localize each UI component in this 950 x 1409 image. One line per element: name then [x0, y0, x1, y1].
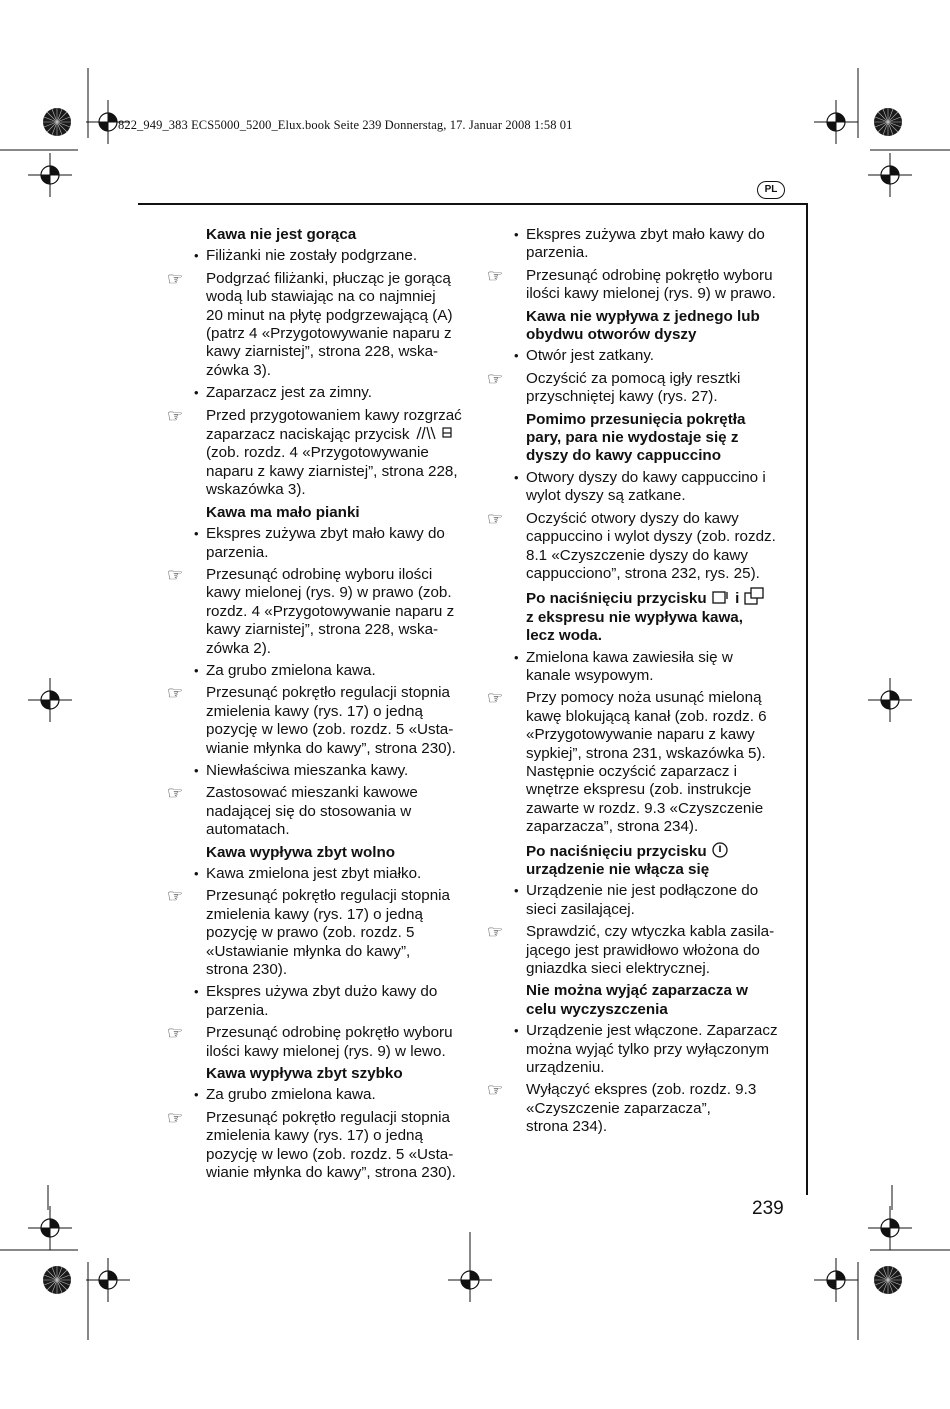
top-rule: [138, 203, 808, 205]
instruction-item: [487, 508, 802, 584]
text-line: Kawa wypływa zbyt wolno: [206, 843, 396, 861]
text-line: Za grubo zmielona kawa.: [206, 1086, 376, 1104]
text-line: pozycję w prawo (zob. rozdz. 5: [206, 924, 415, 942]
cause-item: [172, 865, 472, 883]
instruction-item: [167, 683, 472, 758]
text-line: zmielenia kawy (rys. 17) o jedną: [206, 702, 423, 720]
text-line: Kawa ma mało pianki: [206, 503, 360, 521]
instruction-item: [167, 405, 472, 500]
text-line: «Ustawianie młynka do kawy”,: [206, 942, 411, 960]
text-line: Następnie oczyścić zaparzacz i: [526, 762, 738, 780]
text-line: ilości kawy mielonej (rys. 9) w prawo.: [526, 285, 776, 303]
cause-item: [492, 1022, 802, 1077]
section-heading: [172, 1065, 472, 1083]
text-line: wodą lub stawiając na co najmniej: [206, 288, 436, 306]
text-line: Przesunąć odrobinę wyboru ilości: [206, 565, 433, 583]
text-line: sieci zasilającej.: [526, 900, 635, 918]
steam-button-icon: [414, 425, 454, 441]
instruction-item: [167, 1107, 472, 1183]
text-line: automatach.: [206, 821, 290, 839]
cause-item: [172, 983, 472, 1020]
text-line: Nie można wyjąć zaparzacza w: [526, 982, 748, 1000]
pointing-hand-icon: ☞: [167, 564, 184, 585]
text-line: obydwu otworów dyszy: [526, 326, 697, 344]
text-line: Ekspres zużywa zbyt mało kawy do: [206, 525, 445, 543]
pointing-hand-icon: ☞: [487, 368, 504, 389]
heading-connector: i: [735, 590, 740, 608]
text-line: 8.1 «Czyszczenie dyszy do kawy: [526, 546, 748, 564]
cause-item: [172, 662, 472, 680]
text-line: dyszy do kawy cappuccino: [526, 447, 721, 465]
text-line: lecz woda.: [526, 627, 602, 645]
text-line: celu wyczyszczenia: [526, 1000, 668, 1018]
text-line: (zob. rozdz. 4 «Przygotowywanie: [206, 444, 429, 462]
text-line: Po naciśnięciu przycisku: [526, 842, 707, 860]
text-line: cappucciono”, strona 232, rys. 25).: [526, 564, 760, 582]
text-line: Kawa nie jest gorąca: [206, 226, 357, 243]
text-line: Pomimo przesunięcia pokrętła: [526, 410, 746, 428]
text-line: wylot dyszy są zatkane.: [526, 487, 686, 505]
text-line: urządzeniu.: [526, 1059, 605, 1077]
one-cup-button-icon: [711, 589, 731, 605]
text-line: Urządzenie nie jest podłączone do: [526, 882, 759, 900]
section-heading: [492, 587, 802, 645]
right-column: [487, 226, 802, 1141]
pointing-hand-icon: ☞: [487, 508, 504, 529]
text-line: wskazówka 3).: [206, 481, 306, 499]
text-line: Niewłaściwa mieszanka kawy.: [206, 761, 409, 779]
instruction-item: [167, 564, 472, 658]
text-line: kawy ziarnistej”, strona 228, wska-: [206, 621, 439, 639]
pointing-hand-icon: ☞: [167, 783, 184, 804]
cause-item: [492, 469, 802, 506]
text-line: 20 minut na płytę podgrzewającą (A): [206, 306, 453, 324]
section-heading: [172, 504, 472, 522]
cause-item: [172, 525, 472, 562]
text-line: wianie młynka do kawy”, strona 230).: [206, 739, 456, 757]
cause-item: [172, 1086, 472, 1104]
instruction-item: [167, 886, 472, 979]
text-line: rozdz. 4 «Przygotowywanie naparu z: [206, 602, 455, 620]
text-line: zawarte w rozdz. 9.3 «Czyszczenie: [526, 799, 764, 817]
text-line: wnętrze ekspresu (zob. instrukcje: [526, 781, 752, 799]
text-line: Filiżanki nie zostały podgrzane.: [206, 247, 418, 265]
text-line: naparu z kawy ziarnistej”, strona 228,: [206, 462, 458, 480]
cause-item: [492, 226, 802, 263]
instruction-item: [167, 1023, 472, 1061]
text-line: Ekspres używa zbyt dużo kawy do: [206, 983, 438, 1001]
pointing-hand-icon: ☞: [167, 683, 184, 704]
section-heading: [492, 982, 802, 1019]
text-line: «Czyszczenie zaparzacza”,: [526, 1099, 711, 1117]
text-line: można wyjąć tylko przy wyłączonym: [526, 1040, 770, 1058]
section-heading: [172, 844, 472, 862]
text-line: wianie młynka do kawy”, strona 230).: [206, 1164, 456, 1182]
text-line: ilości kawy mielonej (rys. 9) w lewo.: [206, 1042, 446, 1060]
two-cup-button-icon: [744, 587, 766, 605]
text-line: kawę blokującą kanał (zob. rozdz. 6: [526, 707, 767, 725]
text-line: Sprawdzić, czy wtyczka kabla zasila-: [526, 923, 775, 941]
text-line: cappuccino i wylot dyszy (zob. rozdz.: [526, 528, 776, 546]
text-line: Przesunąć pokrętło regulacji stopnia: [206, 887, 450, 905]
text-line: (patrz 4 «Przygotowywanie naparu z: [206, 325, 452, 343]
text-line: Zmielona kawa zawiesiła się w: [526, 648, 733, 666]
section-heading: [172, 226, 472, 244]
instruction-item: [167, 268, 472, 380]
power-button-icon: [711, 841, 729, 858]
text-line: Wyłączyć ekspres (zob. rozdz. 9.3: [526, 1081, 757, 1099]
text-line: urządzenie nie włącza się: [526, 861, 710, 878]
instruction-item: [487, 1080, 802, 1136]
pointing-hand-icon: ☞: [167, 405, 184, 426]
text-line: Po naciśnięciu przycisku: [526, 590, 707, 608]
text-line: Przesunąć pokrętło regulacji stopnia: [206, 1108, 450, 1126]
page-number: 239: [752, 1198, 784, 1219]
text-line: jącego jest prawidłowo włożona do: [526, 941, 760, 959]
section-heading: [492, 308, 802, 345]
text-line: Kawa nie wypływa z jednego lub: [526, 307, 760, 325]
text-line: Kawa zmielona jest zbyt miałko.: [206, 865, 422, 882]
pointing-hand-icon: ☞: [487, 688, 504, 709]
left-column: [167, 226, 472, 1187]
text-line: pozycję w lewo (zob. rozdz. 5 «Usta-: [206, 721, 454, 739]
pointing-hand-icon: ☞: [167, 1023, 184, 1044]
instruction-item: [487, 368, 802, 407]
text-line: «Przygotowywanie naparu z kawy: [526, 726, 755, 744]
instruction-item: [167, 783, 472, 839]
text-line: zmielenia kawy (rys. 17) o jedną: [206, 1127, 423, 1145]
print-header: 822_949_383 ECS5000_5200_Elux.book Seite 239 Donnerstag, 17. Januar 2008 1:58 01: [118, 118, 573, 132]
text-line: Kawa wypływa zbyt szybko: [206, 1065, 403, 1083]
text-line: sypkiej”, strona 231, wskazówka 5).: [526, 744, 766, 762]
text-line: przyschniętej kawy (rys. 27).: [526, 388, 718, 406]
text-line: Przy pomocy noża usunąć mieloną: [526, 689, 762, 707]
pointing-hand-icon: ☞: [167, 268, 184, 289]
section-heading: [492, 841, 802, 880]
text-line: Zaparzacz jest za zimny.: [206, 384, 372, 402]
text-line: parzenia.: [206, 1001, 269, 1019]
text-line: Oczyścić otwory dyszy do kawy: [526, 509, 739, 527]
instruction-item: [487, 922, 802, 978]
text-line: zmielenia kawy (rys. 17) o jedną: [206, 905, 423, 923]
text-line: zaparzacza”, strona 234).: [526, 818, 699, 836]
pointing-hand-icon: ☞: [487, 1080, 504, 1101]
cause-item: [172, 384, 472, 402]
text-line: Przed przygotowaniem kawy rozgrzać: [206, 406, 462, 424]
text-line: strona 230).: [206, 961, 288, 979]
text-line: parzenia.: [206, 543, 269, 561]
text-line: pary, para nie wydostaje się z: [526, 429, 739, 447]
language-badge: PL: [757, 181, 785, 199]
text-line: parzenia.: [526, 244, 589, 262]
text-line: zaparzacz naciskając przycisk: [206, 426, 410, 444]
cause-item: [492, 882, 802, 919]
instruction-item: [487, 265, 802, 304]
text-line: Przesunąć odrobinę pokrętło wyboru: [206, 1024, 453, 1042]
text-line: gniazdka sieci elektrycznej.: [526, 960, 711, 978]
text-line: zówka 2).: [206, 639, 271, 657]
side-rule: [806, 203, 808, 1195]
text-line: kawy ziarnistej”, strona 228, wska-: [206, 343, 439, 361]
pointing-hand-icon: ☞: [167, 1107, 184, 1128]
text-line: z ekspresu nie wypływa kawa,: [526, 608, 743, 626]
text-line: Przesunąć pokrętło regulacji stopnia: [206, 684, 450, 702]
cause-item: [492, 649, 802, 686]
text-line: Otwory dyszy do kawy cappuccino i: [526, 468, 766, 486]
text-line: Ekspres zużywa zbyt mało kawy do: [526, 226, 765, 243]
section-heading: [492, 411, 802, 466]
cause-item: [172, 247, 472, 265]
cause-item: [492, 347, 802, 365]
text-line: nadającej się do stosowania w: [206, 802, 412, 820]
text-line: Zastosować mieszanki kawowe: [206, 784, 418, 802]
text-line: Przesunąć odrobinę pokrętło wyboru: [526, 266, 773, 284]
text-line: Za grubo zmielona kawa.: [206, 661, 376, 679]
text-line: pozycję w lewo (zob. rozdz. 5 «Usta-: [206, 1145, 454, 1163]
text-line: Podgrzać filiżanki, płucząc je gorącą: [206, 269, 451, 287]
pointing-hand-icon: ☞: [487, 922, 504, 943]
text-line: kanale wsypowym.: [526, 666, 654, 684]
text-line: kawy mielonej (rys. 9) w prawo (zob.: [206, 584, 452, 602]
instruction-item: [487, 688, 802, 836]
cause-item: [172, 762, 472, 780]
text-line: strona 234).: [526, 1118, 608, 1136]
text-line: zówka 3).: [206, 361, 271, 379]
text-line: Urządzenie jest włączone. Zaparzacz: [526, 1022, 778, 1040]
text-line: Oczyścić za pomocą igły resztki: [526, 369, 741, 387]
pointing-hand-icon: ☞: [487, 265, 504, 286]
text-line: Otwór jest zatkany.: [526, 347, 655, 365]
pointing-hand-icon: ☞: [167, 886, 184, 907]
